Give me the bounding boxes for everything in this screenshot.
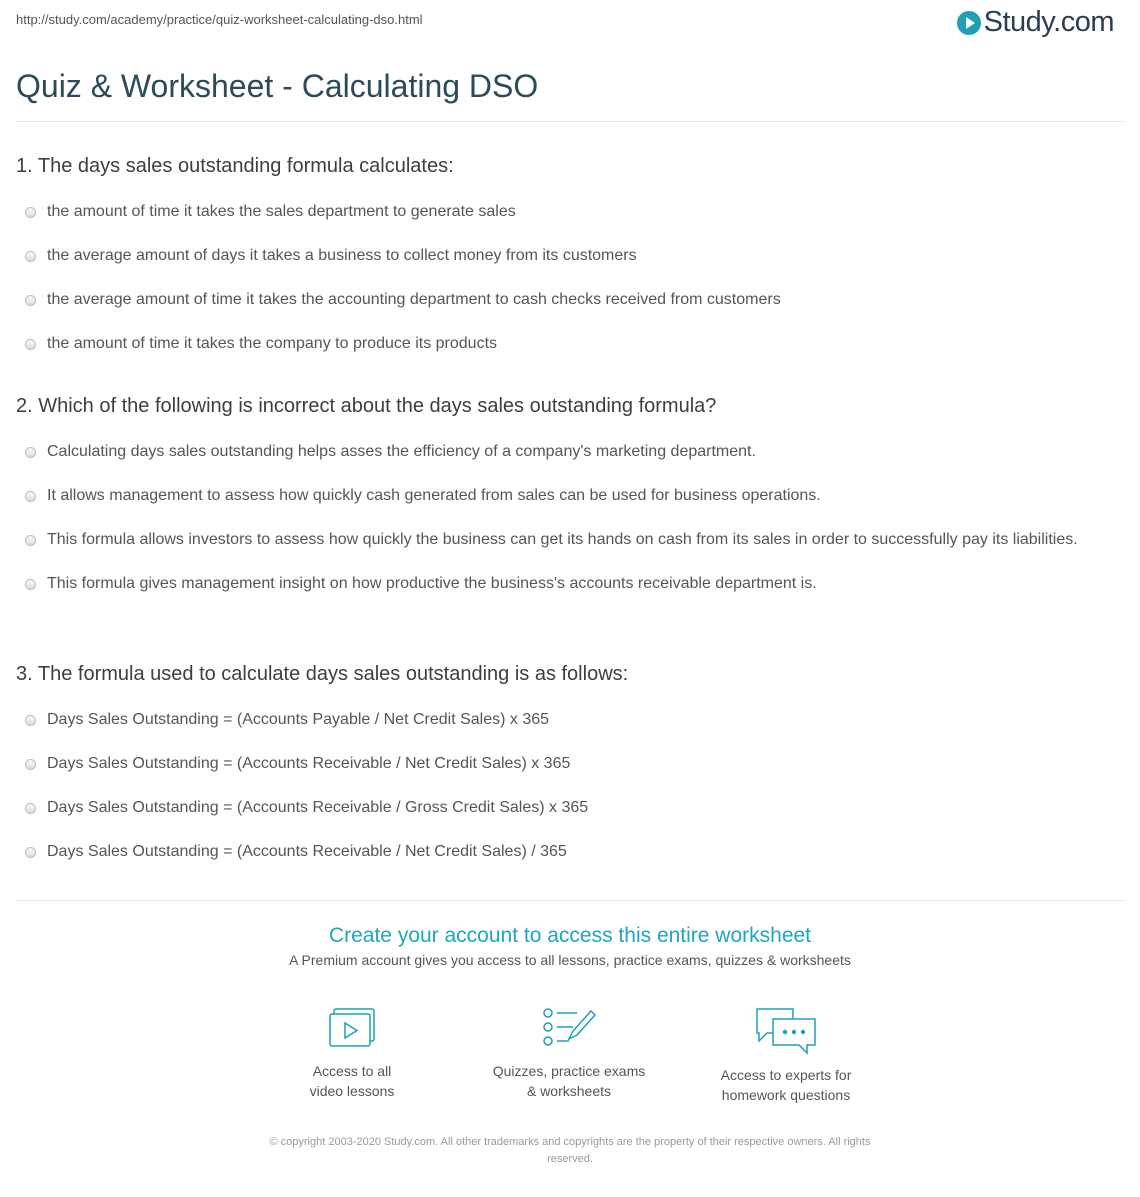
radio-button[interactable] xyxy=(25,715,36,726)
radio-button[interactable] xyxy=(25,535,36,546)
feature-quizzes xyxy=(479,1005,659,1101)
feature-line: Access to experts for xyxy=(720,1067,852,1083)
question-3 xyxy=(16,663,1124,866)
radio-button[interactable] xyxy=(25,295,36,306)
answer-option[interactable]: Days Sales Outstanding = (Accounts Payable / Net Credit Sales) x 365 xyxy=(16,706,1124,734)
question-1 xyxy=(16,155,1124,358)
feature-line: Quizzes, practice exams xyxy=(492,1063,646,1079)
quiz-checklist-icon xyxy=(539,1005,599,1053)
study-logo[interactable] xyxy=(957,6,1114,39)
question-text: 3. The formula used to calculate days sales outstanding is as follows: xyxy=(16,663,629,685)
feature-line: video lessons xyxy=(309,1083,395,1099)
radio-button[interactable] xyxy=(25,759,36,770)
answer-option[interactable]: the average amount of time it takes the accounting department to cash checks received from customers xyxy=(16,286,1124,314)
question-text: 1. The days sales outstanding formula calculates: xyxy=(16,155,454,177)
answer-option[interactable]: the amount of time it takes the sales department to generate sales xyxy=(16,198,1124,226)
feature-line: & worksheets xyxy=(526,1083,612,1099)
feature-video-lessons xyxy=(262,1005,442,1101)
radio-button[interactable] xyxy=(25,847,36,858)
radio-button[interactable] xyxy=(25,579,36,590)
answer-option[interactable]: This formula allows investors to assess how quickly the business can get its hands on cash from its sales in order to successfully pay its liabilities. xyxy=(16,526,1124,554)
answer-option[interactable]: Days Sales Outstanding = (Accounts Receivable / Net Credit Sales) x 365 xyxy=(16,750,1124,778)
answer-option[interactable]: This formula gives management insight on how productive the business's accounts receivable department is. xyxy=(16,570,1124,598)
chat-bubbles-icon xyxy=(753,1005,819,1057)
cta-subheading: A Premium account gives you access to all lessons, practice exams, quizzes & worksheets xyxy=(289,952,851,968)
cta-heading-link[interactable]: Create your account to access this entire worksheet xyxy=(328,924,812,947)
answer-option[interactable]: the average amount of days it takes a business to collect money from its customers xyxy=(16,242,1124,270)
answer-option[interactable]: Days Sales Outstanding = (Accounts Receivable / Net Credit Sales) / 365 xyxy=(16,838,1124,866)
answer-option[interactable]: Days Sales Outstanding = (Accounts Receivable / Gross Credit Sales) x 365 xyxy=(16,794,1124,822)
copyright-notice: © copyright 2003-2020 Study.com. All other trademarks and copyrights are the property of their respective owners. All rights reserved. xyxy=(269,1136,871,1165)
video-lesson-icon xyxy=(324,1005,380,1053)
play-logo-icon xyxy=(957,11,981,35)
question-text: 2. Which of the following is incorrect about the days sales outstanding formula? xyxy=(16,395,717,417)
radio-button[interactable] xyxy=(25,447,36,458)
logo-text: Study.com xyxy=(983,6,1114,38)
feature-experts xyxy=(696,1005,876,1105)
radio-button[interactable] xyxy=(25,207,36,218)
radio-button[interactable] xyxy=(25,491,36,502)
answer-option[interactable]: It allows management to assess how quickly cash generated from sales can be used for business operations. xyxy=(16,482,1124,510)
question-2 xyxy=(16,395,1124,598)
section-divider xyxy=(16,900,1124,901)
answer-option[interactable]: Calculating days sales outstanding helps asses the efficiency of a company's marketing department. xyxy=(16,438,1124,466)
feature-line: Access to all xyxy=(312,1063,392,1079)
answer-option[interactable]: the amount of time it takes the company to produce its products xyxy=(16,330,1124,358)
radio-button[interactable] xyxy=(25,339,36,350)
feature-line: homework questions xyxy=(721,1087,851,1103)
page-title: Quiz & Worksheet - Calculating DSO xyxy=(16,68,539,104)
premium-cta xyxy=(0,924,1140,968)
title-divider xyxy=(16,121,1124,122)
radio-button[interactable] xyxy=(25,251,36,262)
page-url: http://study.com/academy/practice/quiz-worksheet-calculating-dso.html xyxy=(16,12,423,27)
radio-button[interactable] xyxy=(25,803,36,814)
